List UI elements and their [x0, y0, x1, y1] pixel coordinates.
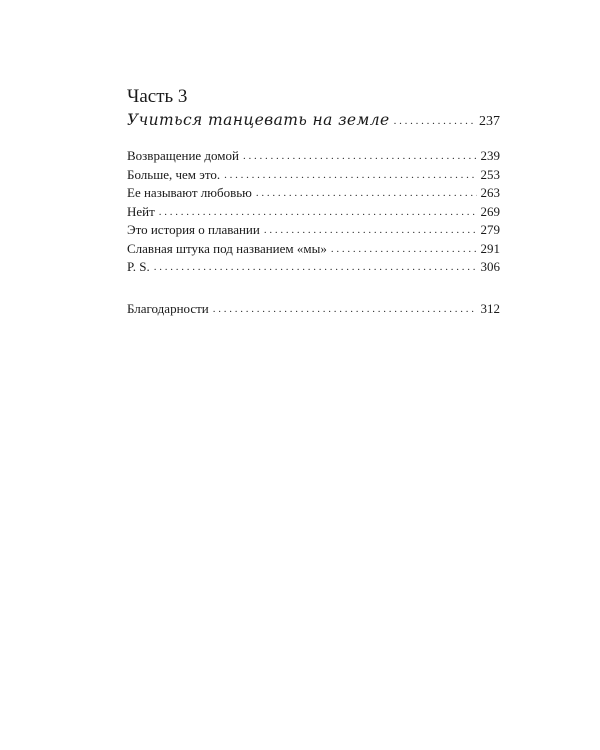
- toc-entry-page: 269: [480, 203, 500, 219]
- toc-entry-label: P. S.: [127, 259, 150, 274]
- leader-dots: [159, 203, 477, 222]
- toc-entry-page: 237: [479, 114, 500, 129]
- toc-entry-label: Больше, чем это.: [127, 166, 221, 182]
- toc-entry: [127, 166, 500, 185]
- toc-entry-label: Ее называют любовью: [127, 185, 252, 200]
- toc-entry: [127, 240, 500, 259]
- toc-entry-page: 291: [480, 240, 500, 256]
- toc-entry-page: 312: [480, 300, 500, 316]
- toc-entry: [127, 203, 500, 222]
- toc-entry-page: 279: [480, 222, 500, 237]
- toc-entry-page: 263: [480, 185, 500, 200]
- toc-entry-label: Учиться танцевать на земле: [127, 111, 390, 129]
- toc-entry: [127, 258, 500, 277]
- leader-dots: [256, 184, 477, 203]
- part-title: Часть 3: [127, 86, 188, 107]
- toc-entry-page: 306: [480, 259, 500, 274]
- toc-entry-page: 253: [480, 166, 500, 182]
- leader-dots: [224, 166, 476, 185]
- toc-entry-label: Это история о плавании: [127, 222, 260, 237]
- toc-entry-label: Возвращение домой: [127, 148, 239, 163]
- leader-dots: [331, 240, 477, 259]
- toc-entry-part-main: [127, 111, 500, 133]
- toc-entry-label: Славная штука под названием «мы»: [127, 240, 327, 256]
- toc-entry-page: 239: [480, 148, 500, 163]
- toc-acknowledgements-block: [127, 300, 500, 319]
- toc-entry: [127, 184, 500, 203]
- toc-entry-list: [127, 147, 500, 277]
- leader-dots: [394, 115, 475, 127]
- toc-entry-label: Нейт: [127, 203, 155, 219]
- toc-entry-acknowledgements: [127, 300, 500, 319]
- leader-dots: [264, 221, 477, 240]
- toc-entry: [127, 147, 500, 166]
- toc-entry: [127, 221, 500, 240]
- leader-dots: [243, 147, 477, 166]
- leader-dots: [213, 300, 477, 319]
- toc-entry-label: Благодарности: [127, 300, 209, 316]
- leader-dots: [154, 258, 477, 277]
- table-of-contents: [127, 86, 500, 318]
